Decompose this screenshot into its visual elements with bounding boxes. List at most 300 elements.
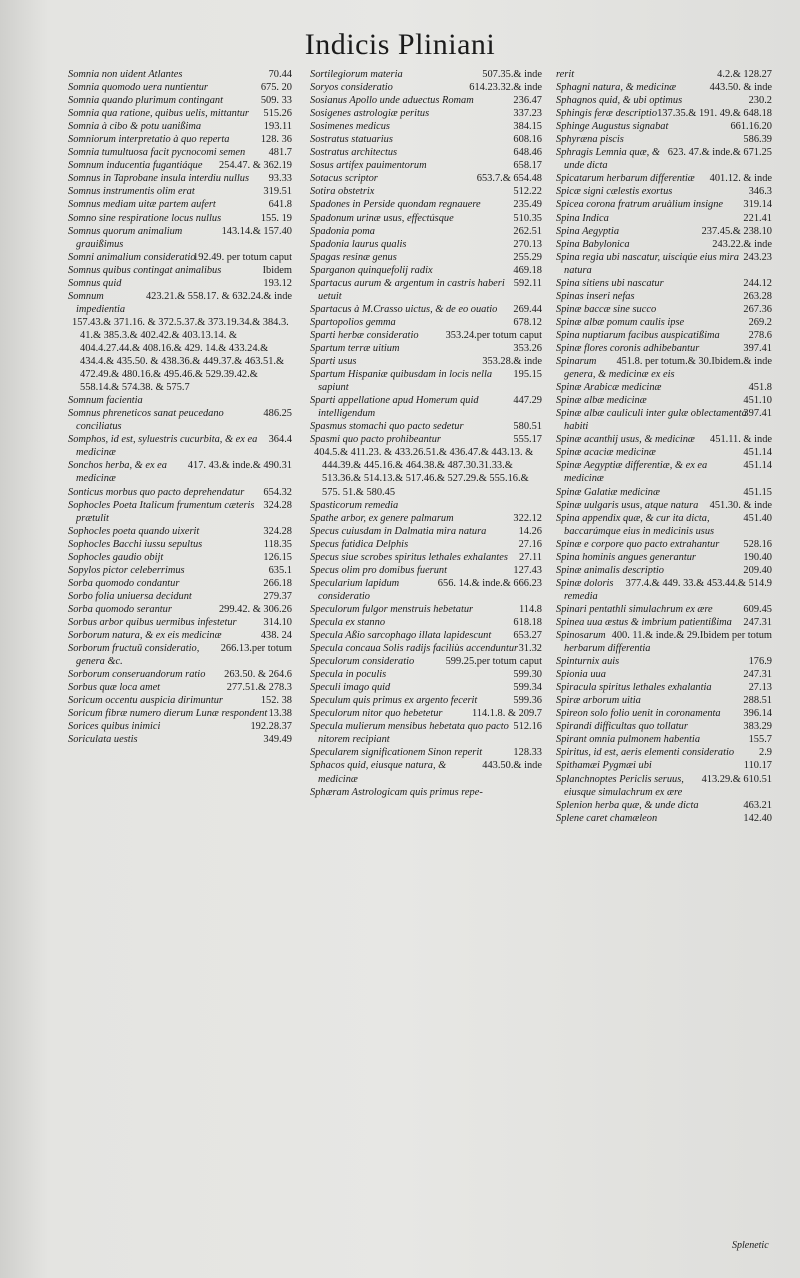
entry-term: Sosus artifex pauimentorum <box>310 160 427 172</box>
entry-reference: 337.23 <box>513 108 542 120</box>
index-entry <box>310 94 542 107</box>
entry-term: Spadonia poma <box>310 225 375 237</box>
entry-reference: 157.43.& 371.16. & 372.5.37.& 373.19.34.& 384.3. 41.& 385.3.& 402.42.& 403.13.14. & 404.4.27.44.& 408.16.& 429. 14.& 433.24.& 434.4.& 435.50. & 438.36.& 449.37.& 463.51.& 472.49.& 480.16.& 495.46.& 529.39.42.& 558.14.& 574.38. & 575.7 <box>72 316 289 394</box>
entry-reference: 269.2 <box>748 316 772 328</box>
entry-term: Sphæram Astrologicam quis primus repe- <box>310 786 483 798</box>
entry-reference: 451.14 <box>743 460 772 472</box>
entry-reference: 413.29.& 610.51 <box>701 773 772 785</box>
entry-reference: 266.13.per totum <box>220 643 292 655</box>
entry-term: Spicea corona fratrum aruàlium insigne <box>556 199 724 211</box>
entry-term: Splene caret chamæleon <box>556 812 658 824</box>
entry-reference: 599.30 <box>513 669 542 681</box>
entry-reference: 152. 38 <box>260 695 292 707</box>
entry-term: Sorices quibus inimici <box>68 721 161 733</box>
entry-term: Spiracula spiritus lethales exhalantia <box>556 682 712 694</box>
index-entry <box>310 342 542 355</box>
entry-term: Sparganon quinquefolij radix <box>310 264 433 276</box>
entry-term: Sotacus scriptor <box>310 173 378 185</box>
entry-term: Spinæ albæ pomum caulis ipse <box>556 316 685 328</box>
entry-reference: 417. 43.& inde.& 490.31 <box>187 460 292 472</box>
entry-reference: 592.11 <box>513 277 542 289</box>
entry-term: Spina Indica <box>556 212 609 224</box>
index-entry <box>68 459 292 485</box>
index-entry <box>310 681 542 694</box>
index-entry <box>68 212 292 225</box>
entry-term: Spartacus aurum & argentum in castris haberi uetuit <box>310 277 505 302</box>
index-entry <box>556 603 772 616</box>
index-entry <box>310 238 542 251</box>
entry-reference: 580.51 <box>513 421 542 433</box>
entry-term: Somnum impedientia <box>68 290 126 315</box>
entry-term: Speculum quis primus ex argento fecerit <box>310 695 478 707</box>
entry-reference: 451.15 <box>743 486 772 498</box>
entry-reference: 364.4 <box>268 434 292 446</box>
index-entry <box>68 81 292 94</box>
entry-term: Sophocles gaudio obijt <box>68 551 164 563</box>
entry-reference: 192.49. per totum caput <box>193 251 292 263</box>
entry-reference: 401.12. & inde <box>709 173 772 185</box>
entry-term: Spirant omnia pulmonem habentia <box>556 734 701 746</box>
entry-reference: 270.13 <box>513 238 542 250</box>
entry-reference: 288.51 <box>743 695 772 707</box>
entry-term: Sosimenes medicus <box>310 121 390 133</box>
index-entry <box>68 720 292 733</box>
entry-reference: 423.21.& 558.17. & 632.24.& inde <box>145 290 292 302</box>
entry-reference: 143.14.& 157.40 <box>221 225 292 237</box>
entry-term: Sonticus morbus quo pacto deprehendatur <box>68 486 245 498</box>
entry-term: Spionia uua <box>556 669 606 681</box>
index-entry <box>556 577 772 603</box>
entry-reference: 438. 24 <box>260 630 292 642</box>
entry-term: Speculorum fulgor menstruis hebetatur <box>310 603 474 615</box>
entry-reference: 324.28 <box>263 525 292 537</box>
entry-term: Sostratus architectus <box>310 147 398 159</box>
entry-term: Somni animalium consideratio <box>68 251 196 263</box>
entry-reference: 137.35.& 191. 49.& 648.18 <box>657 108 772 120</box>
entry-term: Sorborum natura, & ex eis medicinæ <box>68 630 222 642</box>
entry-reference: 255.29 <box>513 251 542 263</box>
entry-reference: 515.26 <box>263 108 292 120</box>
entry-term: Speculorum consideratio <box>310 656 415 668</box>
index-entry <box>68 433 292 459</box>
index-entry <box>310 316 542 329</box>
entry-term: Somnia non uident Atlantes <box>68 69 183 80</box>
index-entry <box>68 133 292 146</box>
index-entry <box>68 198 292 211</box>
index-entry <box>556 316 772 329</box>
index-entry <box>310 446 542 511</box>
index-entry <box>68 264 292 277</box>
entry-reference: 192.28.37 <box>250 721 292 733</box>
entry-term: Spinæ baccæ sine succo <box>556 303 657 315</box>
entry-reference: 507.35.& inde <box>482 69 542 80</box>
entry-term: Sorborum fructuū consideratio, genera &c. <box>68 643 200 668</box>
entry-term: Somnia à cibo & potu uanißima <box>68 121 202 133</box>
entry-term: Specus fatidica Delphis <box>310 538 409 550</box>
entry-term: Spina Aegyptia <box>556 225 620 237</box>
index-entry <box>310 512 542 525</box>
entry-term: Spadonum urinæ usus, effectúsque <box>310 212 454 224</box>
index-entry <box>556 486 772 499</box>
entry-reference: 451.11. & inde <box>710 434 772 446</box>
entry-reference: 469.18 <box>513 264 542 276</box>
entry-reference: 126.15 <box>263 551 292 563</box>
entry-term: Spithamæi Pygmæi ubi <box>556 760 652 772</box>
entry-term: Spasmus stomachi quo pacto sedetur <box>310 421 464 433</box>
entry-reference: 512.22 <box>513 186 542 198</box>
index-entry <box>68 525 292 538</box>
index-entry <box>310 551 542 564</box>
entry-term: Sorba quomodo serantur <box>68 603 172 615</box>
index-entry <box>556 407 772 433</box>
entry-term: Somnum facientia <box>68 395 143 407</box>
entry-term: Spinæ e corpore quo pacto extrahantur <box>556 538 720 550</box>
entry-reference: 486.25 <box>263 408 292 420</box>
index-entry <box>310 251 542 264</box>
index-entry <box>68 107 292 120</box>
index-entry <box>310 264 542 277</box>
entry-term: Sopylos pictor celeberrimus <box>68 564 185 576</box>
index-entry <box>68 407 292 433</box>
entry-term: Somnus instrumentis olim erat <box>68 186 195 198</box>
entry-reference: 618.18 <box>513 616 542 628</box>
entry-term: Somnus in Taprobane insula interdiu nullus <box>68 173 249 185</box>
entry-term: Splanchnoptes Periclis seruus, eiusque simulachrum ex ære <box>556 773 684 798</box>
entry-reference: 319.14 <box>743 199 772 211</box>
index-entry <box>556 212 772 225</box>
index-entry <box>556 107 772 120</box>
index-entry <box>556 225 772 238</box>
index-entry <box>556 94 772 107</box>
index-entry <box>310 525 542 538</box>
index-entry <box>68 590 292 603</box>
entry-term: Spinea uua æstus & imbrium patientißima <box>556 616 732 628</box>
entry-reference: 353.28.& inde <box>482 356 542 368</box>
entry-term: rerit <box>556 69 575 80</box>
index-entry <box>556 759 772 772</box>
index-entry <box>556 355 772 381</box>
index-entry <box>310 577 542 603</box>
entry-reference: 586.39 <box>743 134 772 146</box>
entry-reference: 193.11 <box>263 121 292 133</box>
entry-term: Sparti appellatione apud Homerum quid intelligendum <box>310 395 479 420</box>
index-entry <box>68 499 292 525</box>
entry-reference: 195.15 <box>513 369 542 381</box>
index-entry <box>310 68 542 81</box>
index-entry <box>556 146 772 172</box>
entry-reference: 658.17 <box>513 160 542 172</box>
entry-term: Speculorum nitor quo hebetetur <box>310 708 443 720</box>
entry-reference: 397.41 <box>743 408 772 420</box>
entry-reference: 31.32 <box>518 643 542 655</box>
entry-term: Spinturnix auis <box>556 656 620 668</box>
entry-reference: 443.50. & inde <box>709 82 772 94</box>
index-entry <box>556 172 772 185</box>
entry-term: Somno sine respiratione locus nullus <box>68 212 222 224</box>
index-entry <box>68 290 292 316</box>
index-entry <box>310 277 542 303</box>
index-entry <box>556 720 772 733</box>
index-entry <box>310 81 542 94</box>
entry-term: Specula ex stanno <box>310 616 386 628</box>
entry-term: Sphagnos quid, & ubi optimus <box>556 95 683 107</box>
entry-term: Spinæ flores coronis adhibebantur <box>556 342 700 354</box>
entry-reference: 176.9 <box>748 656 772 668</box>
entry-term: Spina sitiens ubi nascatur <box>556 277 664 289</box>
entry-term: Sortilegiorum materia <box>310 69 403 80</box>
index-entry <box>556 694 772 707</box>
entry-term: Spathe arbor, ex genere palmarum <box>310 512 454 524</box>
entry-reference: 383.29 <box>743 721 772 733</box>
entry-term: Spartopolios gemma <box>310 316 396 328</box>
page-header: Indicis Pliniani <box>304 28 496 61</box>
entry-term: Spirandi difficultas quo tollatur <box>556 721 688 733</box>
index-entry <box>310 225 542 238</box>
index-entry <box>310 603 542 616</box>
index-entry <box>556 120 772 133</box>
entry-term: Sphagni natura, & medicinæ <box>556 82 677 94</box>
entry-reference: 243.23 <box>743 251 772 263</box>
entry-term: Spina Babylonica <box>556 238 630 250</box>
entry-reference: 237.45.& 238.10 <box>701 225 772 237</box>
entry-reference: 599.36 <box>513 695 542 707</box>
entry-reference: 209.40 <box>743 564 772 576</box>
entry-term: Spinas inseri nefas <box>556 290 635 302</box>
index-entry <box>68 159 292 172</box>
entry-reference: 235.49 <box>513 199 542 211</box>
index-entry <box>556 433 772 446</box>
entry-term: Spinarum genera, & medicinæ ex eis <box>556 356 675 381</box>
entry-reference: 599.34 <box>513 682 542 694</box>
entry-term: Soryos consideratio <box>310 82 393 94</box>
entry-reference: 349.49 <box>263 734 292 746</box>
entry-reference: 142.40 <box>743 812 772 824</box>
index-entry <box>68 642 292 668</box>
index-entry <box>310 564 542 577</box>
entry-reference: 244.12 <box>743 277 772 289</box>
entry-term: Spinæ Arabicæ medicinæ <box>556 382 662 394</box>
index-entry <box>310 172 542 185</box>
entry-term: Somnus quibus contingat animalibus <box>68 264 222 276</box>
entry-reference: 396.14 <box>743 708 772 720</box>
entry-reference: 14.26 <box>518 525 542 537</box>
entry-term: Sphingis feræ descriptio <box>556 108 658 120</box>
entry-reference: 623. 47.& inde.& 671.25 <box>667 147 772 159</box>
entry-term: Somnia quomodo uera nuntientur <box>68 82 208 94</box>
entry-term: Spina nuptiarum facibus auspicatißima <box>556 329 720 341</box>
entry-term: Spadones in Perside quondam regnauere <box>310 199 481 211</box>
index-entry <box>310 329 542 342</box>
entry-reference: 353.24.per totum caput <box>445 329 542 341</box>
index-entry <box>68 486 292 499</box>
entry-reference: 4.2.& 128.27 <box>717 69 772 80</box>
index-entry <box>68 120 292 133</box>
entry-reference: 263.50. & 264.6 <box>224 669 292 681</box>
entry-term: Specus cuiusdam in Dalmatia mira natura <box>310 525 487 537</box>
entry-reference: 155. 19 <box>260 212 292 224</box>
index-entry <box>68 616 292 629</box>
index-entry <box>68 564 292 577</box>
index-entry <box>556 551 772 564</box>
index-entry <box>310 433 542 446</box>
entry-term: Somnus phreneticos sanat peucedano conciliatus <box>68 408 224 433</box>
entry-term: Somnia quando plurimum contingant <box>68 95 223 107</box>
index-entry <box>310 303 542 316</box>
index-entry <box>556 381 772 394</box>
entry-term: Specula concaua Solis radijs faciliùs accenduntur <box>310 643 519 655</box>
entry-reference: 93.33 <box>268 173 292 185</box>
index-entry <box>68 668 292 681</box>
entry-term: Specularem significationem Sinon reperit <box>310 747 483 759</box>
index-entry <box>556 799 772 812</box>
entry-term: Splenion herba quæ, & unde dicta <box>556 799 699 811</box>
index-entry <box>556 655 772 668</box>
index-entry <box>310 355 542 368</box>
entry-reference: 653.7.& 654.48 <box>476 173 542 185</box>
index-entry <box>68 277 292 290</box>
entry-reference: 512.16 <box>513 721 542 733</box>
index-entry <box>68 225 292 251</box>
entry-term: Specula mulierum mensibus hebetata quo pacto nitorem recipiant <box>310 721 509 746</box>
index-entry <box>310 707 542 720</box>
entry-term: Spinari pentathli simulachrum ex ære <box>556 603 713 615</box>
entry-term: Spagas resinæ genus <box>310 251 397 263</box>
entry-reference: 27.16 <box>518 538 542 550</box>
entry-term: Sorbo folia uniuersa decidunt <box>68 590 192 602</box>
index-entry <box>556 68 772 81</box>
entry-reference: 451.10 <box>743 395 772 407</box>
entry-reference: 443.50.& inde <box>482 760 542 772</box>
entry-reference: 277.51.& 278.3 <box>226 682 292 694</box>
entry-reference: 451.14 <box>743 447 772 459</box>
entry-reference: 70.44 <box>268 69 292 80</box>
entry-term: Spiritus, id est, aeris elementi consideratio <box>556 747 735 759</box>
entry-reference: 128.33 <box>513 747 542 759</box>
index-entry <box>310 746 542 759</box>
entry-reference: 451.30. & inde <box>709 499 772 511</box>
entry-term: Soriculata uestis <box>68 734 138 746</box>
entry-term: Sophocles Bacchi iussu sepultus <box>68 538 203 550</box>
entry-reference: 555.17 <box>513 434 542 446</box>
entry-term: Spartacus à M.Crasso uictus, & de eo ouatio <box>310 303 498 315</box>
entry-reference: 661.16.20 <box>730 121 772 133</box>
entry-reference: 641.8 <box>268 199 292 211</box>
entry-reference: 247.31 <box>743 616 772 628</box>
index-entry <box>556 198 772 211</box>
index-entry <box>556 394 772 407</box>
entry-reference: 463.21 <box>743 799 772 811</box>
index-entry <box>556 564 772 577</box>
index-entry <box>68 694 292 707</box>
entry-reference: 404.5.& 411.23. & 433.26.51.& 436.47.& 443.13. & 444.39.& 445.16.& 464.38.& 487.30.31.33.& 513.36.& 514.13.& 517.46.& 527.29.& 555.16.& 575. 51.& 580.45 <box>314 447 534 498</box>
entry-reference: 27.11 <box>519 551 542 563</box>
index-entry <box>556 342 772 355</box>
index-column-1 <box>68 68 292 746</box>
entry-term: Spina appendix quæ, & cur ita dicta, baccarúmque eius in medicinis usus <box>556 512 715 537</box>
entry-term: Sotira obstetrix <box>310 186 375 198</box>
index-entry <box>310 759 542 785</box>
entry-reference: Ibidem <box>262 264 292 276</box>
entry-term: Sophocles poeta quando uixerit <box>68 525 200 537</box>
entry-term: Spinæ albæ medicinæ <box>556 395 647 407</box>
entry-reference: 397.41 <box>743 342 772 354</box>
entry-reference: 353.26 <box>513 342 542 354</box>
entry-term: Spinæ animalis descriptio <box>556 564 664 576</box>
index-entry <box>310 107 542 120</box>
entry-reference: 648.46 <box>513 147 542 159</box>
entry-reference: 221.41 <box>743 212 772 224</box>
index-entry <box>310 420 542 433</box>
index-entry <box>68 251 292 264</box>
entry-term: Sophocles Poeta Italicum frumentum cæteris prætulit <box>68 499 255 524</box>
index-entry <box>310 159 542 172</box>
index-entry <box>556 668 772 681</box>
index-entry <box>310 185 542 198</box>
entry-reference: 114.8 <box>519 603 542 615</box>
index-entry <box>68 629 292 642</box>
entry-term: Sparti usus <box>310 356 357 368</box>
entry-term: Specus siue scrobes spiritus lethales exhalantes <box>310 551 508 563</box>
index-entry <box>556 446 772 459</box>
entry-reference: 110.17 <box>743 760 772 772</box>
entry-reference: 254.47. & 362.19 <box>218 160 292 172</box>
entry-term: Spinæ acaciæ medicinæ <box>556 447 656 459</box>
entry-reference: 2.9 <box>759 747 772 759</box>
entry-term: Sorba quomodo condantur <box>68 577 180 589</box>
entry-term: Spartum Hispaniæ quibusdam in locis nella sapiunt <box>310 369 493 394</box>
index-entry <box>556 303 772 316</box>
entry-reference: 451.8. per totum.& 30.Ibidem.& inde <box>616 356 772 368</box>
entry-reference: 400. 11.& inde.& 29.Ibidem per totum <box>611 630 772 642</box>
entry-reference: 319.51 <box>263 186 292 198</box>
entry-reference: 114.1.8. & 209.7 <box>471 708 542 720</box>
index-entry <box>68 94 292 107</box>
entry-reference: 128. 36 <box>260 134 292 146</box>
index-entry <box>556 616 772 629</box>
entry-term: Speculi imago quid <box>310 682 391 694</box>
entry-reference: 614.23.32.& inde <box>469 82 542 94</box>
entry-reference: 314.10 <box>263 616 292 628</box>
entry-term: Somnia tumultuosa facit pycnocomi semen <box>68 147 246 159</box>
index-entry <box>556 812 772 825</box>
index-entry <box>68 538 292 551</box>
entry-reference: 118.35 <box>263 538 292 550</box>
entry-reference: 656. 14.& inde.& 666.23 <box>437 577 542 589</box>
entry-reference: 155.7 <box>748 734 772 746</box>
entry-reference: 451.40 <box>743 512 772 524</box>
index-entry <box>68 316 292 407</box>
entry-reference: 528.16 <box>743 538 772 550</box>
entry-term: Sphinge Augustus signabat <box>556 121 669 133</box>
entry-term: Sphragis Lemnia quæ, & unde dicta <box>556 147 660 172</box>
entry-reference: 299.42. & 306.26 <box>218 603 292 615</box>
index-entry <box>310 694 542 707</box>
index-entry <box>556 746 772 759</box>
entry-reference: 236.47 <box>513 95 542 107</box>
index-entry <box>310 394 542 420</box>
entry-term: Soricum occentu auspicia dirimuntur <box>68 695 223 707</box>
index-entry <box>310 120 542 133</box>
index-entry <box>310 642 542 655</box>
index-entry <box>556 538 772 551</box>
entry-reference: 190.40 <box>743 551 772 563</box>
entry-term: Somnia qua ratione, quibus uelis, mittantur <box>68 108 249 120</box>
index-entry <box>556 277 772 290</box>
entry-reference: 509. 33 <box>260 95 292 107</box>
entry-term: Spireon solo folio uenit in coronamenta <box>556 708 721 720</box>
index-entry <box>310 668 542 681</box>
index-entry <box>556 459 772 485</box>
